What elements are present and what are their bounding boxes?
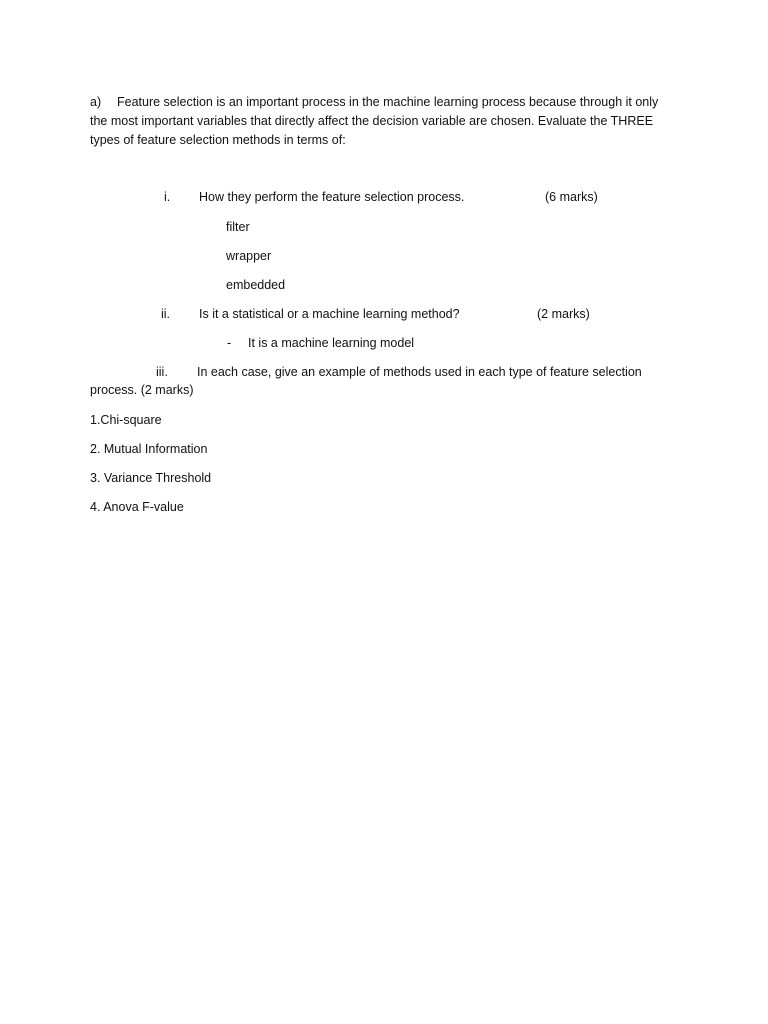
subquestion-ii-marks: (2 marks) bbox=[537, 307, 590, 321]
answer-iii-item-4: 4. Anova F-value bbox=[90, 500, 184, 514]
question-text-line-2: the most important variables that directly affect the decision variable are chosen. Evaluate the THREE bbox=[90, 114, 654, 128]
question-text-line-1: Feature selection is an important process in the machine learning process because through it only bbox=[117, 95, 659, 109]
question-text-line-3: types of feature selection methods in terms of: bbox=[90, 133, 346, 147]
subquestion-iii-numeral: iii. bbox=[156, 365, 168, 379]
question-label: a) bbox=[90, 95, 102, 109]
subquestion-i-marks: (6 marks) bbox=[545, 190, 598, 204]
answer-iii-item-3: 3. Variance Threshold bbox=[90, 471, 212, 485]
subquestion-iii-text-line-1: In each case, give an example of methods used in each type of feature selection bbox=[197, 365, 642, 379]
answer-i-wrapper: wrapper bbox=[226, 249, 272, 263]
subquestion-ii-numeral: ii. bbox=[161, 307, 171, 321]
answer-iii-item-2: 2. Mutual Information bbox=[90, 442, 208, 456]
subquestion-iii-text-line-2: process. (2 marks) bbox=[90, 383, 194, 397]
subquestion-ii-text: Is it a statistical or a machine learning method? bbox=[199, 307, 460, 321]
answer-ii-text: It is a machine learning model bbox=[248, 336, 415, 350]
answer-iii-item-1: 1.Chi-square bbox=[90, 413, 162, 427]
answer-i-embedded: embedded bbox=[226, 278, 286, 292]
answer-ii-bullet: - bbox=[227, 336, 232, 350]
answer-i-filter: filter bbox=[226, 220, 250, 234]
subquestion-i-text: How they perform the feature selection process. bbox=[199, 190, 465, 204]
subquestion-i-numeral: i. bbox=[164, 190, 171, 204]
